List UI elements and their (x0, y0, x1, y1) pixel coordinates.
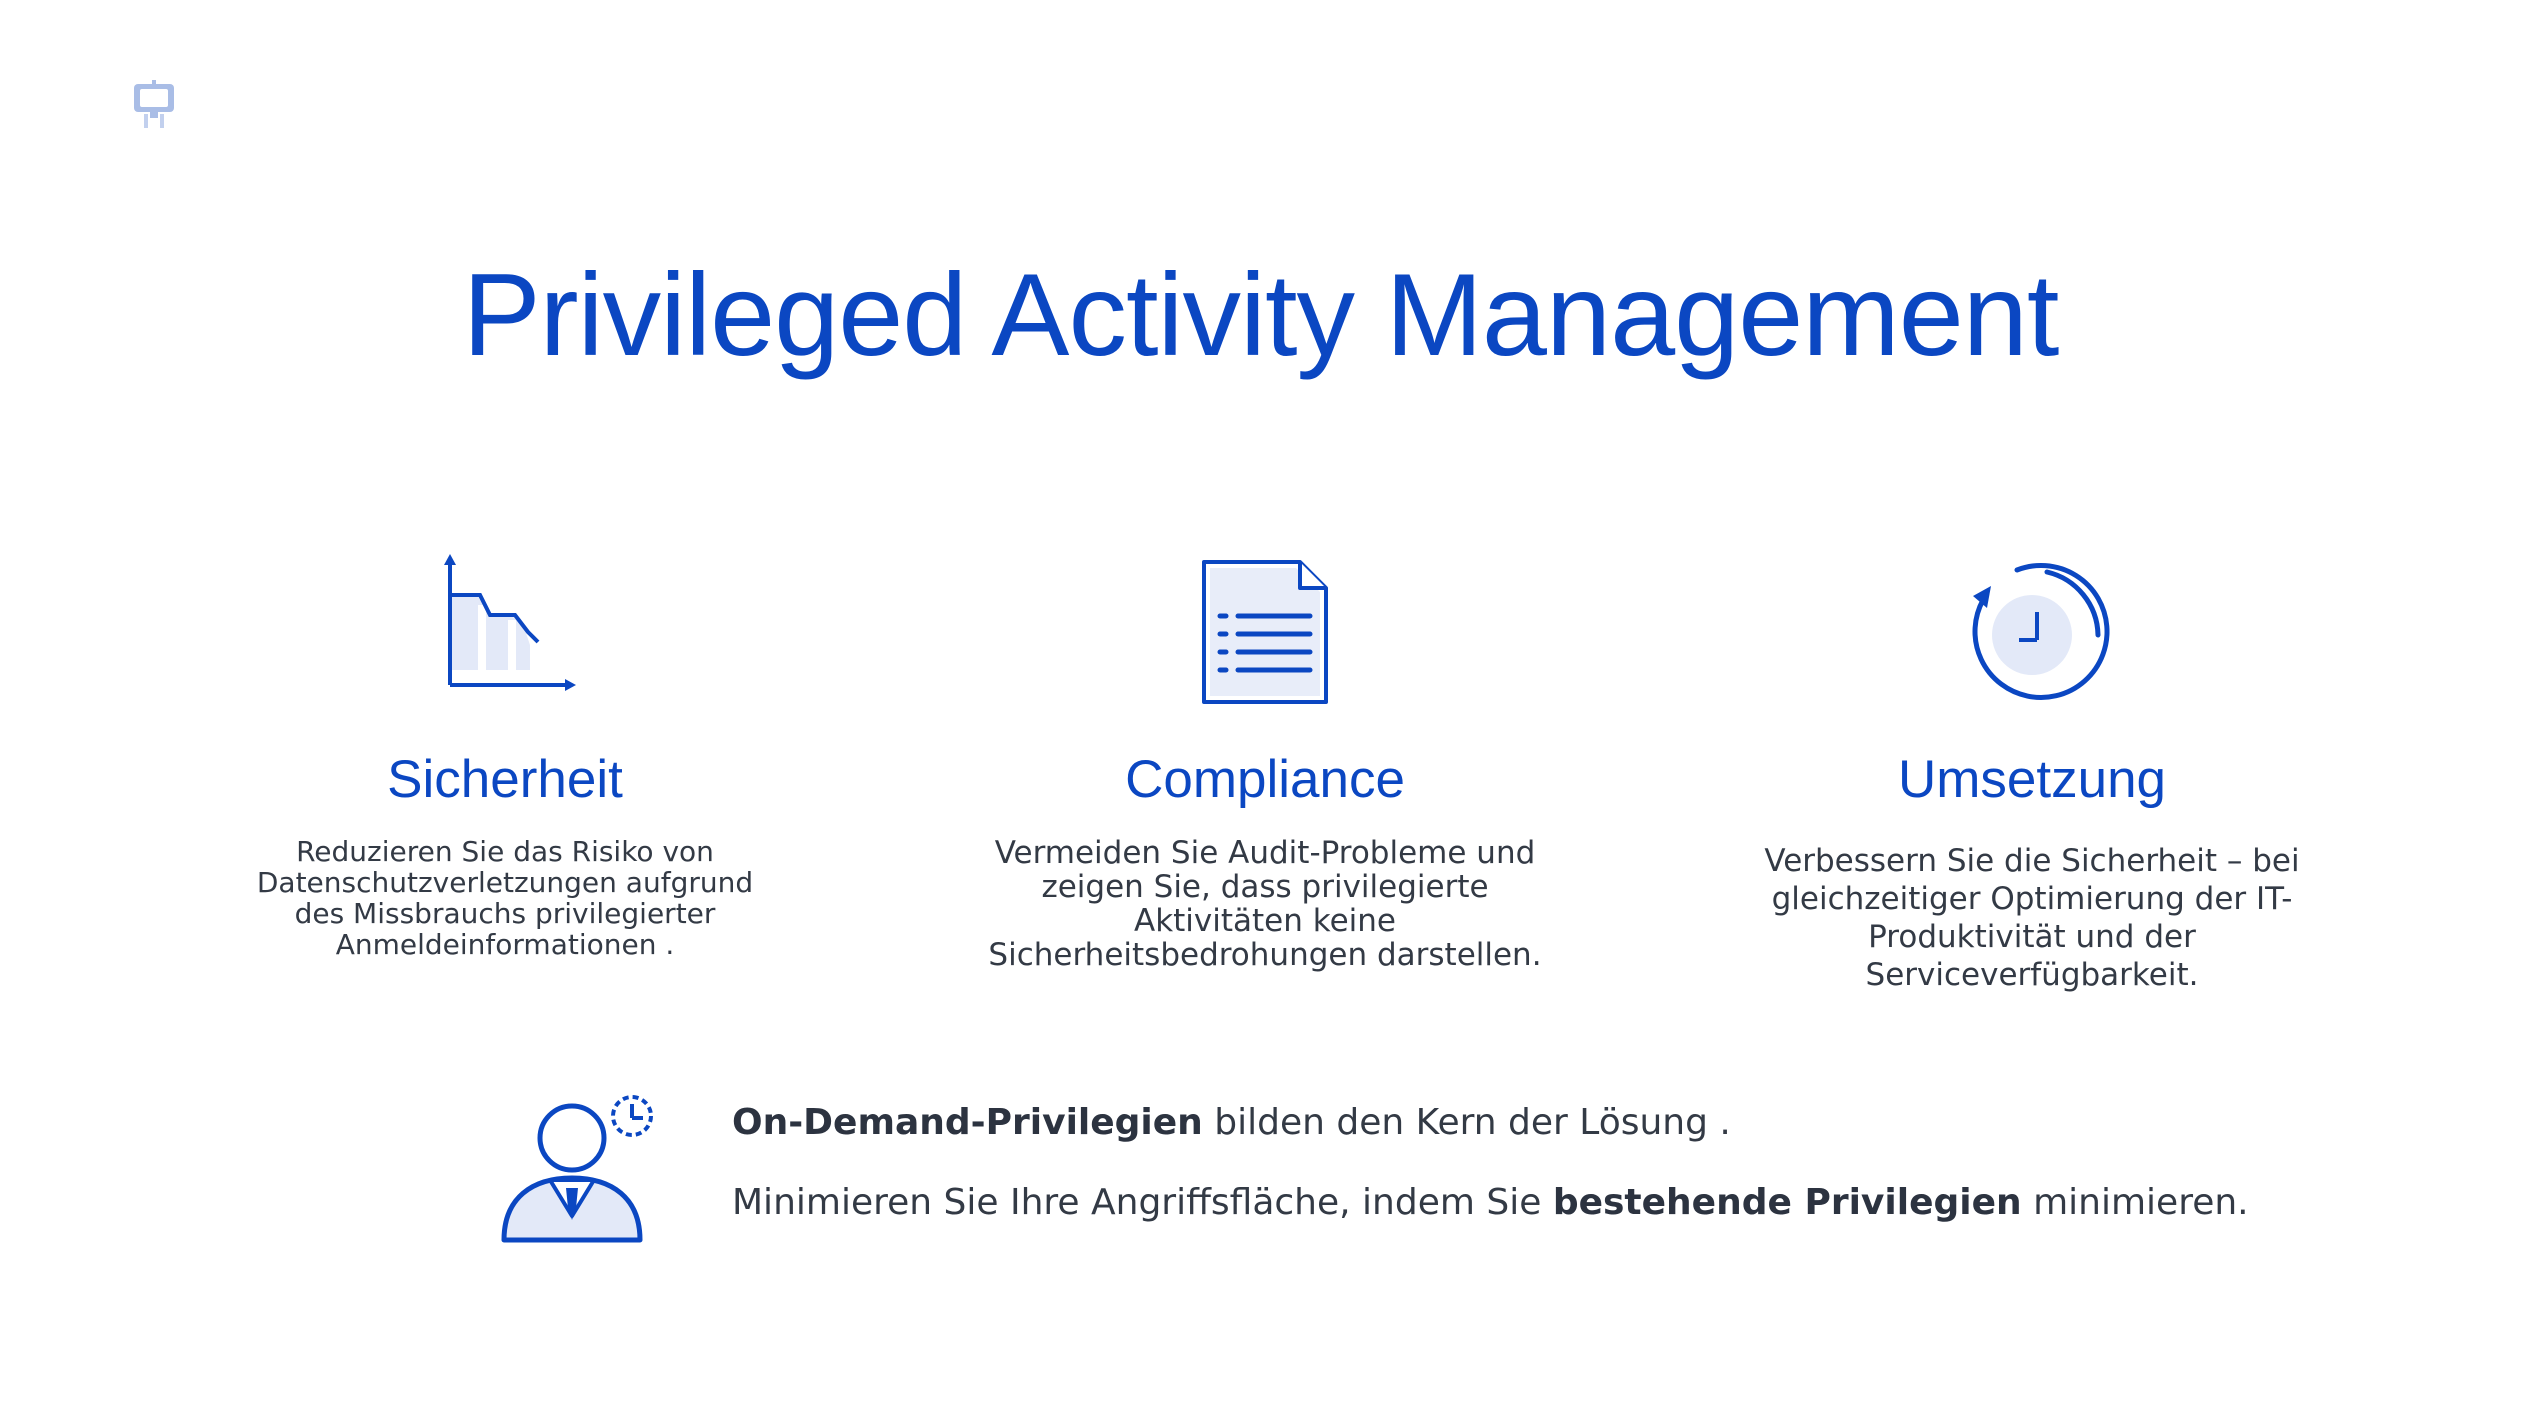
text: minimieren. (2021, 1182, 2249, 1223)
bold-text: bestehende Privilegien (1552, 1182, 2022, 1223)
bold-text: On-Demand-Privilegien (732, 1102, 1203, 1143)
feature-sicherheit (225, 550, 785, 960)
presentation-icon (130, 78, 178, 132)
feature-description (985, 836, 1545, 972)
person-clock-icon (492, 1088, 672, 1248)
text: bilden den Kern der Lösung . (1202, 1102, 1731, 1143)
page-title: Privileged Activity Management (462, 249, 2059, 380)
desc-line: Anmeldeinformationen . (335, 928, 675, 961)
desc-line: Sicherheitsbedrohungen darstellen. (988, 937, 1542, 973)
desc-line: zeigen Sie, dass privilegierte (1041, 869, 1489, 905)
document-checklist-icon (1180, 550, 1350, 720)
feature-heading: Umsetzung (1897, 750, 2167, 809)
desc-line: Reduzieren Sie das Risiko von (296, 835, 714, 868)
desc-line: Aktivitäten keine (1133, 903, 1397, 939)
feature-umsetzung (1752, 550, 2312, 994)
desc-line: Serviceverfügbarkeit. (1865, 957, 2199, 993)
feature-compliance (985, 550, 1545, 972)
feature-description (225, 836, 785, 960)
desc-line: des Missbrauchs privilegierter (294, 897, 716, 930)
feature-description (1752, 842, 2312, 994)
feature-heading: Sicherheit (387, 750, 623, 809)
declining-chart-icon (420, 550, 590, 720)
desc-line: Vermeiden Sie Audit-Probleme und (994, 835, 1536, 871)
bottom-text-line-1 (732, 1100, 1731, 1146)
text: Minimieren Sie Ihre Angriffsfläche, indem Sie (732, 1182, 1553, 1223)
clock-history-icon (1947, 550, 2117, 720)
desc-line: Produktivität und der (1868, 919, 2196, 955)
desc-line: gleichzeitiger Optimierung der IT- (1771, 881, 2293, 917)
feature-heading: Compliance (1125, 750, 1405, 809)
desc-line: Verbessern Sie die Sicherheit – bei (1764, 843, 2300, 879)
desc-line: Datenschutzverletzungen aufgrund (256, 866, 754, 899)
bottom-text-line-2 (732, 1180, 2249, 1226)
